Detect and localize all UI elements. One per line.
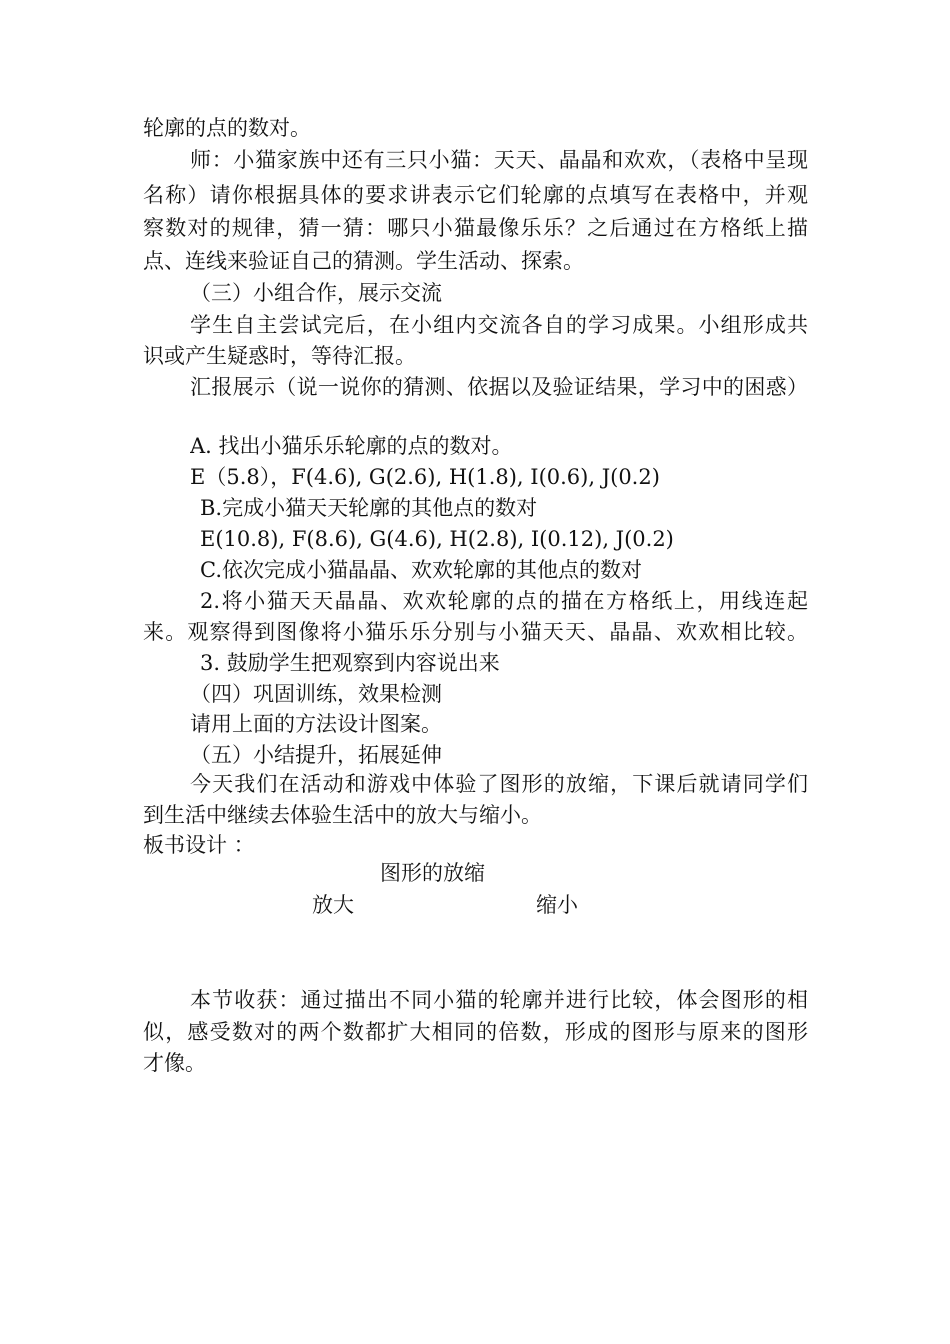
summary-line: 本节收获：通过描出不同小猫的轮廓并进行比较，体会图形的相 [190,988,808,1012]
summary-line: 似，感受数对的两个数都扩大相同的倍数，形成的图形与原来的图形 [143,1020,808,1044]
text-line: A. 找出小猫乐乐轮廓的点的数对。 [190,434,513,458]
board-title: 图形的放缩 [380,861,485,885]
section-heading: （三）小组合作，展示交流 [190,281,442,305]
board-design-label: 板书设计 ： [143,833,255,857]
summary-line: 才像。 [143,1051,206,1075]
text-line: 2.将小猫天天晶晶、欢欢轮廓的点的描在方格纸上，用线连起 [200,589,808,613]
text-line: 轮廓的点的数对。 [143,116,311,140]
text-line: 到生活中继续去体验生活中的放大与缩小。 [143,803,542,827]
text-line: 请用上面的方法设计图案。 [190,712,442,736]
section-heading: （五）小结提升，拓展延伸 [190,743,442,767]
board-enlarge: 放大 [312,893,354,917]
text-line: 师：小猫家族中还有三只小猫：天天、晶晶和欢欢，（表格中呈现 [190,148,808,172]
text-line: 3. 鼓励学生把观察到内容说出来 [200,651,500,675]
board-shrink: 缩小 [536,893,578,917]
text-line: 今天我们在活动和游戏中体验了图形的放缩，下课后就请同学们 [190,772,808,796]
text-line: 汇报展示（说一说你的猜测、依据以及验证结果，学习中的困惑） [190,375,808,399]
text-line: 识或产生疑惑时，等待汇报。 [143,344,416,368]
text-line: 来。观察得到图像将小猫乐乐分别与小猫天天、晶晶、欢欢相比较。 [143,620,808,644]
section-heading: （四）巩固训练，效果检测 [190,682,442,706]
text-line: 察数对的规律，猜一猜：哪只小猫最像乐乐？之后通过在方格纸上描 [143,216,808,240]
text-line: B.完成小猫天天轮廓的其他点的数对 [200,496,538,520]
text-line: 点、连线来验证自己的猜测。学生活动、探索。 [143,249,584,273]
text-line: 名称）请你根据具体的要求讲表示它们轮廓的点填写在表格中，并观 [143,183,808,207]
text-line: C.依次完成小猫晶晶、欢欢轮廓的其他点的数对 [200,558,642,582]
coordinate-line: E（5.8），F(4.6), G(2.6), H(1.8), I(0.6), J(0.2) [190,465,660,489]
text-line: 学生自主尝试完后，在小组内交流各自的学习成果。小组形成共 [190,313,808,337]
coordinate-line: E(10.8), F(8.6), G(4.6), H(2.8), I(0.12), J(0.2) [200,527,674,551]
